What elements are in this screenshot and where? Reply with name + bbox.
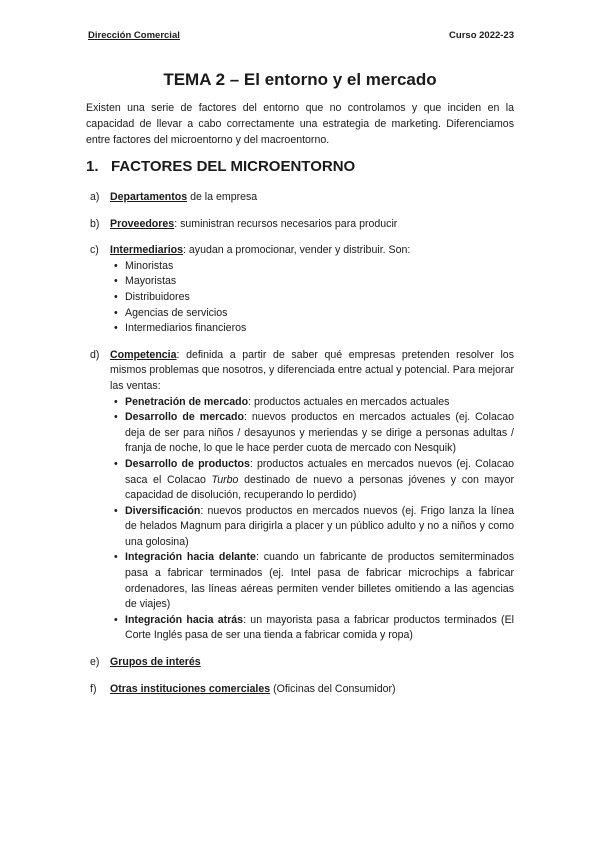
bullet-text: destinado de nuevo a personas jóvenes y con mayor capacidad de disolución, recuperando lo perdido) bbox=[125, 473, 514, 502]
bullet-item bbox=[114, 457, 514, 504]
list-item-e bbox=[90, 655, 514, 671]
bullet-item: • Mayoristas bbox=[114, 274, 514, 290]
bullet-term: Desarrollo de mercado bbox=[125, 411, 244, 424]
item-text: de la empresa bbox=[187, 191, 258, 203]
bullet-text: : productos actuales en mercados actuales bbox=[248, 395, 450, 408]
item-letter: d) bbox=[90, 348, 100, 361]
bullet-text: : productos actuales en mercados nuevos (ej. Colacao saca el Colacao bbox=[125, 457, 514, 486]
item-term: Proveedores bbox=[110, 217, 175, 230]
bullet-item: • Agencias de servicios bbox=[114, 306, 514, 322]
list-item-b bbox=[90, 217, 514, 233]
list-item-c bbox=[90, 243, 514, 337]
list-item-a bbox=[90, 190, 514, 206]
course-name: Dirección Comercial bbox=[88, 30, 180, 41]
item-text: : ayudan a promocionar, vender y distribuir. Son: bbox=[183, 244, 411, 257]
section-heading bbox=[86, 158, 355, 175]
bullet-item bbox=[114, 395, 514, 411]
bullet-term: Penetración de mercado bbox=[125, 395, 249, 408]
bullet-text: : un mayorista pasa a fabricar productos terminados (El Corte Inglés pasa de ser una tienda a fabricar comida y ropa) bbox=[125, 613, 514, 642]
bullet-item bbox=[114, 504, 514, 551]
bullet-term: Desarrollo de productos bbox=[125, 457, 250, 470]
bullet-item: • Distribuidores bbox=[114, 290, 514, 306]
item-letter: f) bbox=[90, 682, 97, 695]
bullet-item bbox=[114, 613, 514, 644]
item-letter: e) bbox=[90, 656, 100, 669]
page-header bbox=[88, 30, 514, 41]
bullet-italic: Turbo bbox=[211, 473, 239, 486]
bullet-item bbox=[114, 410, 514, 457]
intermediaries-bullets bbox=[110, 259, 514, 337]
bullet-term: Integración hacia atrás bbox=[125, 613, 244, 626]
item-term: Intermediarios bbox=[110, 244, 184, 257]
item-text: : suministran recursos necesarios para producir bbox=[174, 217, 398, 230]
item-text: : definida a partir de saber qué empresas pretenden resolver los mismos problemas que nosotros, y diferenciada entre actual y potencial. Para mejorar las ventas: bbox=[110, 348, 514, 392]
bullet-text: : nuevos productos en mercados nuevos (ej. Frigo lanza la línea de helados Magnum para dirigirla a placer y un público adulto y no a niños y como una golosina) bbox=[125, 504, 514, 548]
item-letter: a) bbox=[90, 191, 100, 203]
item-letter: b) bbox=[90, 217, 100, 230]
item-term: Competencia bbox=[110, 348, 177, 361]
section-number: 1. bbox=[86, 158, 99, 175]
item-term: Departamentos bbox=[110, 191, 188, 203]
item-term: Grupos de interés bbox=[110, 656, 201, 669]
bullet-item bbox=[114, 550, 514, 612]
bullet-text: : cuando un fabricante de productos semiterminados pasa a fabricar terminados (ej. Intel pasa de fabricar microchips a fabricar ordenadores, las líneas aéreas permiten vender billetes omitiendo a las agencias de viajes) bbox=[125, 551, 514, 611]
list-item-d bbox=[90, 348, 514, 644]
bullet-term: Diversificación bbox=[125, 504, 201, 517]
bullet-text: : nuevos productos en mercados actuales (ej. Colacao deja de ser para niños / desayunos y meriendas y se dirige a personas adultas / franja de noche, lo que le hace perder cuota de mercado con Nesquik) bbox=[125, 411, 514, 455]
section-title: FACTORES DEL MICROENTORNO bbox=[111, 158, 356, 175]
item-text: (Oficinas del Consumidor) bbox=[270, 682, 396, 695]
item-term: Otras instituciones comerciales bbox=[110, 682, 271, 695]
list-item-f bbox=[90, 682, 514, 698]
bullet-term: Integración hacia delante bbox=[125, 551, 256, 564]
factors-list bbox=[90, 190, 514, 697]
course-year: Curso 2022-23 bbox=[449, 30, 514, 41]
intro-paragraph: Existen una serie de factores del entorno que no controlamos y que inciden en la capacidad de llevar a cabo correctamente una estrategia de marketing. Diferenciamos entre factores del microentorno y del macroentorno. bbox=[86, 102, 514, 146]
item-letter: c) bbox=[90, 244, 99, 257]
page-title: TEMA 2 – El entorno y el mercado bbox=[163, 70, 437, 89]
bullet-item: • Minoristas bbox=[114, 259, 514, 275]
bullet-item: • Intermediarios financieros bbox=[114, 321, 514, 337]
competition-bullets bbox=[110, 395, 514, 645]
